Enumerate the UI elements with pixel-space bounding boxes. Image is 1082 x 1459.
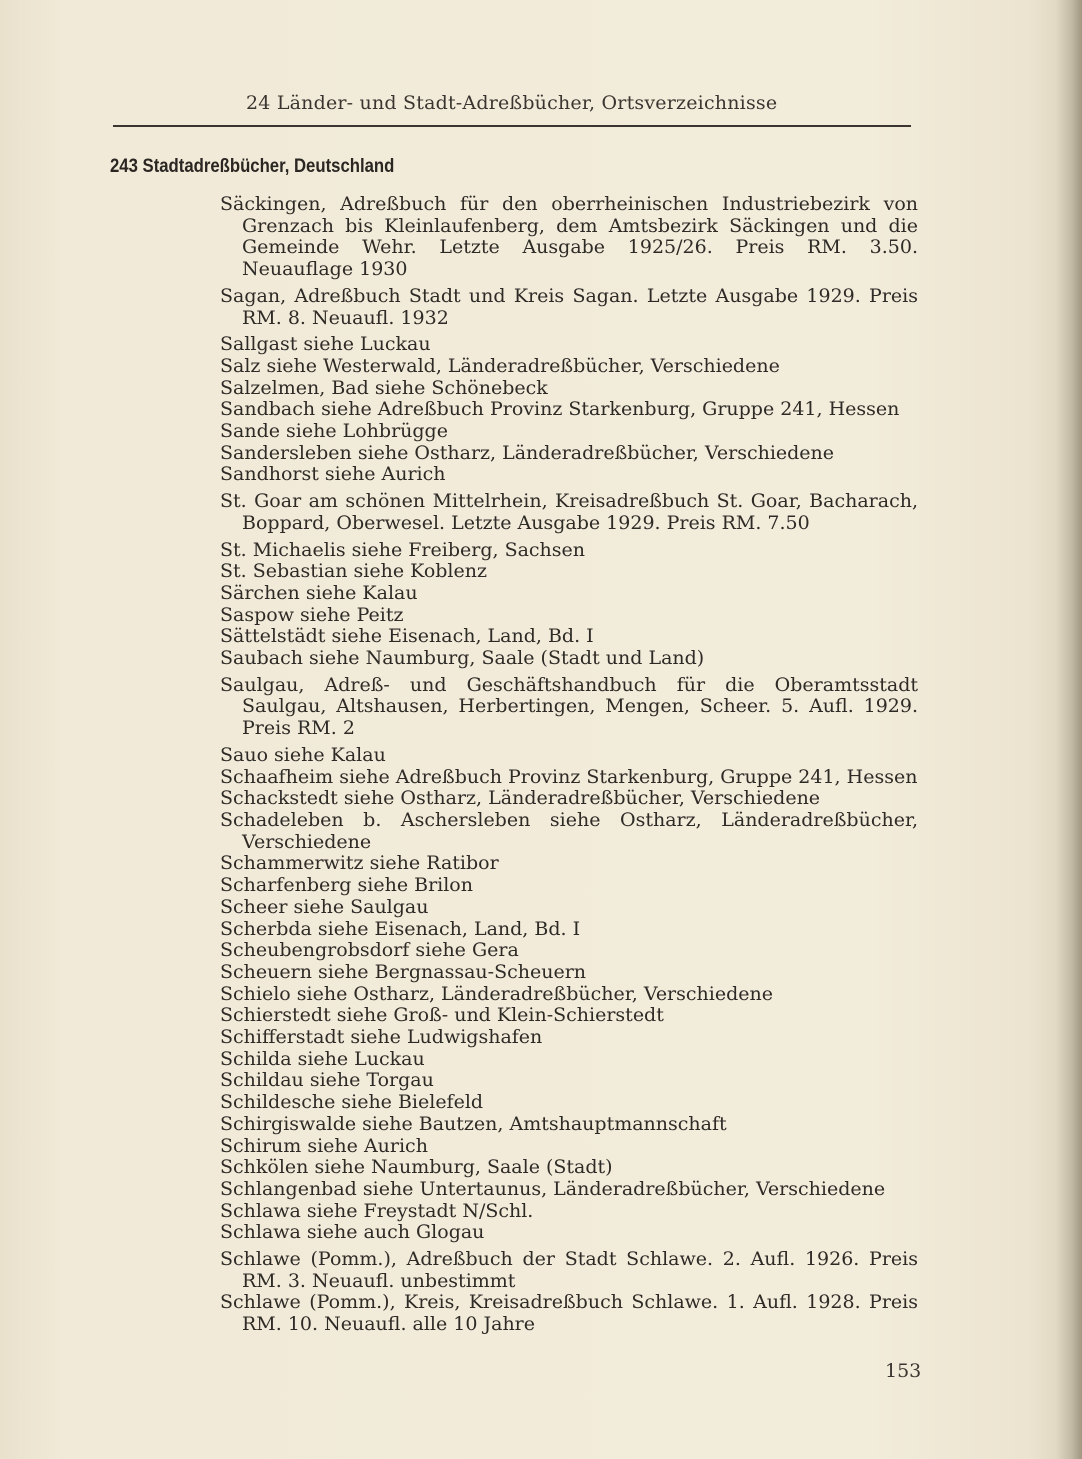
entry: Schielo siehe Ostharz, Länderadreßbücher, Verschiedene xyxy=(220,982,773,1005)
entry: Schildesche siehe Bielefeld xyxy=(220,1091,484,1114)
entry: Scheubengrobsdorf siehe Gera xyxy=(220,939,519,962)
entry: Schkölen siehe Naumburg, Saale (Stadt) xyxy=(220,1156,613,1179)
entry: Schackstedt siehe Ostharz, Länderadreßbücher, Verschiedene xyxy=(220,787,821,810)
entry: Schlawa siehe auch Glogau xyxy=(220,1221,485,1244)
entry: St. Goar am schönen Mittelrhein, Kreisadreßbuch St. Goar, Bacharach, Boppard, Oberwesel. Letzte Ausgabe 1929. Preis RM. 7.50 xyxy=(220,490,918,534)
entry: Schilda siehe Luckau xyxy=(220,1047,425,1070)
entry: Schlawe (Pomm.), Adreßbuch der Stadt Schlawe. 2. Aufl. 1926. Preis RM. 3. Neuaufl. unbestimmt xyxy=(220,1248,918,1292)
page-number: 153 xyxy=(885,1360,922,1382)
entry: Schierstedt siehe Groß- und Klein-Schierstedt xyxy=(220,1004,664,1027)
entry: Schlangenbad siehe Untertaunus, Länderadreßbücher, Verschiedene xyxy=(220,1177,886,1200)
entry: Saspow siehe Peitz xyxy=(220,603,404,626)
entry-list xyxy=(220,194,918,1336)
entry: Salzelmen, Bad siehe Schönebeck xyxy=(220,376,548,399)
entry: St. Michaelis siehe Freiberg, Sachsen xyxy=(220,538,586,561)
entry: Schifferstadt siehe Ludwigshafen xyxy=(220,1026,543,1049)
header-rule xyxy=(113,125,911,127)
entry: Scharfenberg siehe Brilon xyxy=(220,874,473,897)
entry: Scherbda siehe Eisenach, Land, Bd. I xyxy=(220,917,581,940)
running-head: 24 Länder- und Stadt-Adreßbücher, Ortsverzeichnisse xyxy=(246,92,778,114)
entry: Sandersleben siehe Ostharz, Länderadreßbücher, Verschiedene xyxy=(220,441,835,464)
entry: Sande siehe Lohbrügge xyxy=(220,420,448,443)
entry: St. Sebastian siehe Koblenz xyxy=(220,560,487,583)
entry: Sagan, Adreßbuch Stadt und Kreis Sagan. Letzte Ausgabe 1929. Preis RM. 8. Neuaufl. 1932 xyxy=(220,284,918,329)
entry: Schlawa siehe Freystadt N/Schl. xyxy=(220,1199,534,1222)
entry: Schadeleben b. Aschersleben siehe Ostharz, Länderadreßbücher, Verschiedene xyxy=(220,808,918,853)
entry: Schildau siehe Torgau xyxy=(220,1069,434,1092)
entry: Sallgast siehe Luckau xyxy=(220,333,431,356)
entry: Schaafheim siehe Adreßbuch Provinz Starkenburg, Gruppe 241, Hessen xyxy=(220,765,918,788)
entry: Sättelstädt siehe Eisenach, Land, Bd. I xyxy=(220,625,594,648)
entry: Sandhorst siehe Aurich xyxy=(220,463,446,486)
section-heading: 243 Stadtadreßbücher, Deutschland xyxy=(110,156,395,177)
entry: Schirum siehe Aurich xyxy=(220,1134,428,1157)
spine-shadow xyxy=(1056,0,1082,1459)
entry: Säckingen, Adreßbuch für den oberrheinischen Industriebezirk von Grenzach bis Kleinlaufenberg, dem Amtsbezirk Säckingen und die Gemeinde Wehr. Letzte Ausgabe 1925/26. Preis RM. 3.50. Neuauflage 1930 xyxy=(220,193,918,281)
entry: Salz siehe Westerwald, Länderadreßbücher, Verschiedene xyxy=(220,354,780,377)
entry: Särchen siehe Kalau xyxy=(220,581,418,604)
entry: Schlawe (Pomm.), Kreis, Kreisadreßbuch Schlawe. 1. Aufl. 1928. Preis RM. 10. Neuaufl. alle 10 Jahre xyxy=(220,1291,918,1336)
entry: Sandbach siehe Adreßbuch Provinz Starkenburg, Gruppe 241, Hessen xyxy=(220,398,900,421)
entry: Schirgiswalde siehe Bautzen, Amtshauptmannschaft xyxy=(220,1112,727,1135)
entry: Schammerwitz siehe Ratibor xyxy=(220,852,499,875)
entry: Saulgau, Adreß- und Geschäftshandbuch für die Oberamtsstadt Saulgau, Altshausen, Herbertingen, Mengen, Scheer. 5. Aufl. 1929. Preis RM. 2 xyxy=(220,673,918,740)
entry: Saubach siehe Naumburg, Saale (Stadt und Land) xyxy=(220,647,705,670)
entry: Scheer siehe Saulgau xyxy=(220,895,429,918)
entry: Sauo siehe Kalau xyxy=(220,743,386,766)
entry: Scheuern siehe Bergnassau-Scheuern xyxy=(220,960,587,983)
